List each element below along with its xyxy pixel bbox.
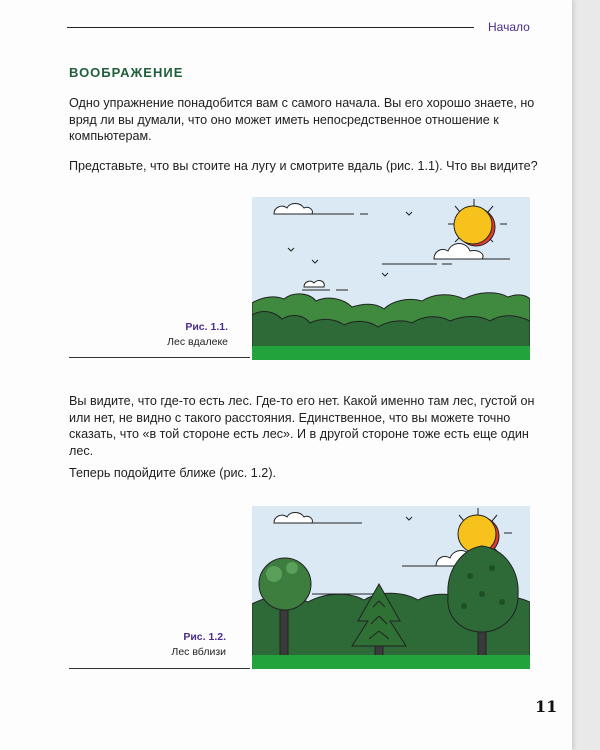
- figure-1-illustration: [252, 197, 530, 360]
- running-header: Начало: [488, 20, 530, 34]
- paragraph-forest: Вы видите, что где-то есть лес. Где-то его нет. Какой именно там лес, густой он или нет, не видно с такого расстояния. Единственное, что вы можете точно сказать, что «в той стороне есть лес». И в другой стороне тоже есть еще один лес.: [69, 394, 535, 458]
- figure-2-caption-text: Лес вблизи: [171, 646, 226, 658]
- paragraph-intro: Одно упражнение понадобится вам с самого начала. Вы его хорошо знаете, но вряд ли вы думали, что оно может иметь непосредственное отношение к компьютерам.: [69, 96, 535, 143]
- paragraph-approach: Теперь подойдите ближе (рис. 1.2).: [69, 466, 277, 480]
- figure-2-number: Рис. 1.2.: [183, 631, 226, 643]
- grass: [252, 655, 530, 669]
- figure-1-rule: [69, 357, 250, 358]
- page-number: 11: [535, 697, 558, 716]
- figure-2-illustration: [252, 506, 530, 669]
- grass: [252, 346, 530, 360]
- paragraph-imagine: Представьте, что вы стоите на лугу и смотрите вдаль (рис. 1.1). Что вы видите?: [69, 159, 538, 173]
- section-title: ВООБРАЖЕНИЕ: [69, 65, 184, 80]
- figure-1-caption-text: Лес вдалеке: [167, 336, 228, 348]
- figure-1-caption: [68, 320, 228, 350]
- figure-2-caption: [66, 630, 226, 660]
- header-rule: [67, 27, 474, 28]
- figure-2-rule: [69, 668, 250, 669]
- figure-1-number: Рис. 1.1.: [185, 321, 228, 333]
